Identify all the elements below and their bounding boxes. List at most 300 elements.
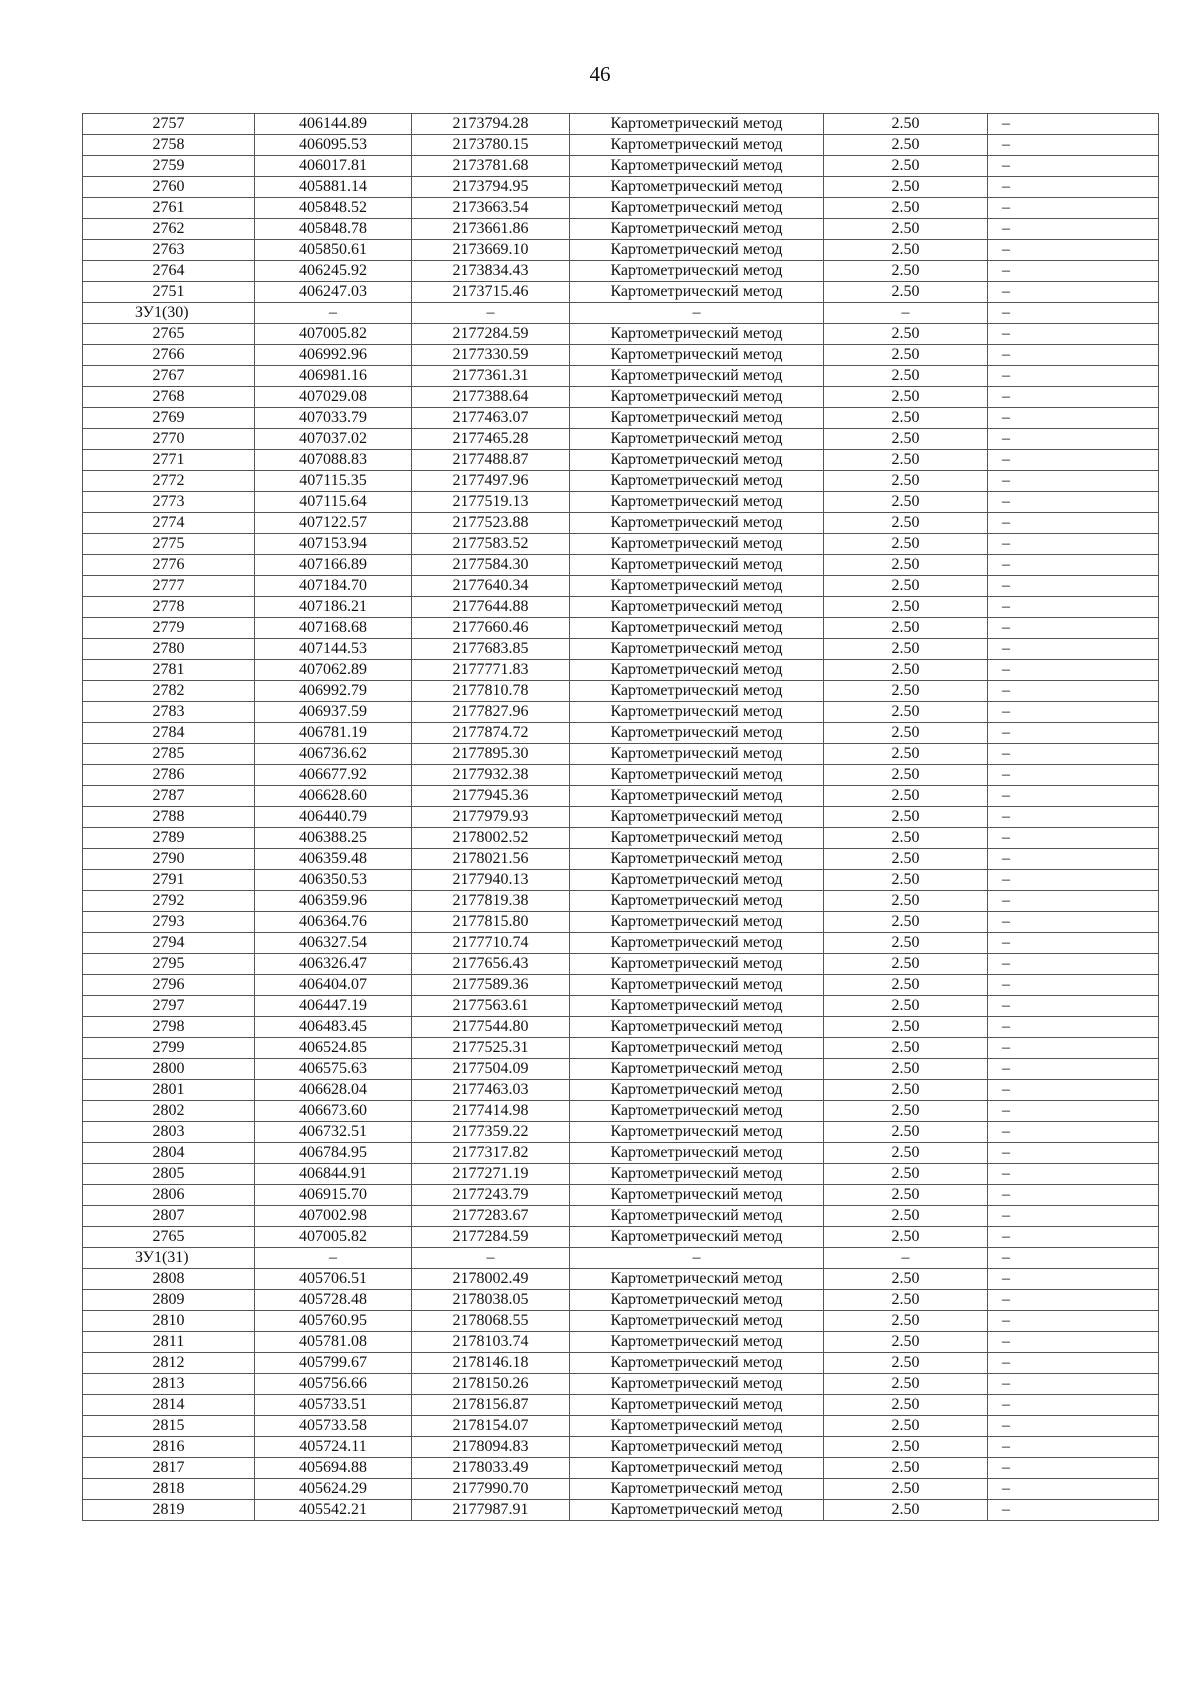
x-coordinate-cell: 407037.02 [255, 429, 412, 450]
description-cell: – [988, 1101, 1159, 1122]
point-number-cell: 2780 [83, 639, 255, 660]
point-number-cell: 2803 [83, 1122, 255, 1143]
x-coordinate-cell: 407005.82 [255, 324, 412, 345]
accuracy-cell: – [824, 1248, 988, 1269]
method-cell: Картометрический метод [570, 1353, 824, 1374]
description-cell: – [988, 1353, 1159, 1374]
description-cell: – [988, 744, 1159, 765]
x-coordinate-cell: 407153.94 [255, 534, 412, 555]
accuracy-cell: 2.50 [824, 660, 988, 681]
accuracy-cell: 2.50 [824, 534, 988, 555]
description-cell: – [988, 1227, 1159, 1248]
table-row [83, 849, 1159, 870]
point-number-cell: 2764 [83, 261, 255, 282]
accuracy-cell: 2.50 [824, 135, 988, 156]
table-row [83, 1080, 1159, 1101]
point-number-cell: 2766 [83, 345, 255, 366]
y-coordinate-cell: 2178038.05 [412, 1290, 570, 1311]
description-cell: – [988, 1458, 1159, 1479]
point-number-cell: 2814 [83, 1395, 255, 1416]
table-row [83, 135, 1159, 156]
description-cell: – [988, 219, 1159, 240]
accuracy-cell: 2.50 [824, 114, 988, 135]
x-coordinate-cell: 406937.59 [255, 702, 412, 723]
accuracy-cell: 2.50 [824, 681, 988, 702]
x-coordinate-cell: 407144.53 [255, 639, 412, 660]
y-coordinate-cell: 2177771.83 [412, 660, 570, 681]
point-number-cell: 2813 [83, 1374, 255, 1395]
description-cell: – [988, 261, 1159, 282]
description-cell: – [988, 660, 1159, 681]
table-row [83, 996, 1159, 1017]
table-row [83, 450, 1159, 471]
method-cell: Картометрический метод [570, 198, 824, 219]
table-row [83, 660, 1159, 681]
description-cell: – [988, 1143, 1159, 1164]
x-coordinate-cell: 405724.11 [255, 1437, 412, 1458]
accuracy-cell: 2.50 [824, 1206, 988, 1227]
description-cell: – [988, 1269, 1159, 1290]
x-coordinate-cell: 406245.92 [255, 261, 412, 282]
accuracy-cell: 2.50 [824, 366, 988, 387]
x-coordinate-cell: 407184.70 [255, 576, 412, 597]
table-row [83, 513, 1159, 534]
table-row [83, 912, 1159, 933]
x-coordinate-cell: 406784.95 [255, 1143, 412, 1164]
point-number-cell: 2802 [83, 1101, 255, 1122]
accuracy-cell: – [824, 303, 988, 324]
description-cell: – [988, 1500, 1159, 1521]
point-number-cell: 2811 [83, 1332, 255, 1353]
description-cell: – [988, 1122, 1159, 1143]
x-coordinate-cell: 406732.51 [255, 1122, 412, 1143]
table-row [83, 324, 1159, 345]
method-cell: Картометрический метод [570, 1269, 824, 1290]
method-cell: Картометрический метод [570, 807, 824, 828]
point-number-cell: 2765 [83, 1227, 255, 1248]
table-row [83, 597, 1159, 618]
table-row [83, 1101, 1159, 1122]
y-coordinate-cell: 2173661.86 [412, 219, 570, 240]
description-cell: – [988, 786, 1159, 807]
x-coordinate-cell: 406992.79 [255, 681, 412, 702]
point-number-cell: 2779 [83, 618, 255, 639]
accuracy-cell: 2.50 [824, 1374, 988, 1395]
table-row [83, 744, 1159, 765]
accuracy-cell: 2.50 [824, 177, 988, 198]
point-number-cell: 2767 [83, 366, 255, 387]
y-coordinate-cell: 2177283.67 [412, 1206, 570, 1227]
method-cell: Картометрический метод [570, 1227, 824, 1248]
method-cell: Картометрический метод [570, 1374, 824, 1395]
x-coordinate-cell: 405733.51 [255, 1395, 412, 1416]
description-cell: – [988, 429, 1159, 450]
point-number-cell: 2786 [83, 765, 255, 786]
method-cell: Картометрический метод [570, 261, 824, 282]
table-row [83, 198, 1159, 219]
accuracy-cell: 2.50 [824, 1437, 988, 1458]
x-coordinate-cell: 405694.88 [255, 1458, 412, 1479]
description-cell: – [988, 891, 1159, 912]
y-coordinate-cell: 2178146.18 [412, 1353, 570, 1374]
x-coordinate-cell: 407186.21 [255, 597, 412, 618]
table-row [83, 492, 1159, 513]
point-number-cell: 2761 [83, 198, 255, 219]
table-row [83, 828, 1159, 849]
point-number-cell: 2801 [83, 1080, 255, 1101]
y-coordinate-cell: 2177271.19 [412, 1164, 570, 1185]
x-coordinate-cell: 407115.64 [255, 492, 412, 513]
point-number-cell: 2794 [83, 933, 255, 954]
point-number-cell: 2774 [83, 513, 255, 534]
method-cell: Картометрический метод [570, 618, 824, 639]
description-cell: – [988, 807, 1159, 828]
method-cell: Картометрический метод [570, 975, 824, 996]
x-coordinate-cell: 406736.62 [255, 744, 412, 765]
description-cell: – [988, 1059, 1159, 1080]
point-number-cell: 2777 [83, 576, 255, 597]
description-cell: – [988, 1332, 1159, 1353]
accuracy-cell: 2.50 [824, 1458, 988, 1479]
description-cell: – [988, 723, 1159, 744]
method-cell: Картометрический метод [570, 240, 824, 261]
accuracy-cell: 2.50 [824, 555, 988, 576]
y-coordinate-cell: 2177827.96 [412, 702, 570, 723]
table-row [83, 471, 1159, 492]
description-cell: – [988, 1290, 1159, 1311]
y-coordinate-cell: 2177584.30 [412, 555, 570, 576]
y-coordinate-cell: 2177414.98 [412, 1101, 570, 1122]
y-coordinate-cell: 2177497.96 [412, 471, 570, 492]
accuracy-cell: 2.50 [824, 639, 988, 660]
point-number-cell: 2792 [83, 891, 255, 912]
y-coordinate-cell: 2177361.31 [412, 366, 570, 387]
parcel-group-row [83, 303, 1159, 324]
method-cell: Картометрический метод [570, 114, 824, 135]
description-cell: – [988, 450, 1159, 471]
table-row [83, 387, 1159, 408]
table-row [83, 1122, 1159, 1143]
description-cell: – [988, 618, 1159, 639]
x-coordinate-cell: 405706.51 [255, 1269, 412, 1290]
point-number-cell: 2793 [83, 912, 255, 933]
point-number-cell: 2819 [83, 1500, 255, 1521]
y-coordinate-cell: 2177544.80 [412, 1017, 570, 1038]
method-cell: Картометрический метод [570, 1206, 824, 1227]
accuracy-cell: 2.50 [824, 996, 988, 1017]
y-coordinate-cell: 2177683.85 [412, 639, 570, 660]
accuracy-cell: 2.50 [824, 1227, 988, 1248]
method-cell: – [570, 1248, 824, 1269]
table-row [83, 1185, 1159, 1206]
x-coordinate-cell: 405781.08 [255, 1332, 412, 1353]
accuracy-cell: 2.50 [824, 156, 988, 177]
method-cell: Картометрический метод [570, 660, 824, 681]
x-coordinate-cell: 405756.66 [255, 1374, 412, 1395]
y-coordinate-cell: 2173781.68 [412, 156, 570, 177]
accuracy-cell: 2.50 [824, 450, 988, 471]
x-coordinate-cell: 406364.76 [255, 912, 412, 933]
x-coordinate-cell: 406359.48 [255, 849, 412, 870]
table-row [83, 576, 1159, 597]
method-cell: Картометрический метод [570, 1017, 824, 1038]
accuracy-cell: 2.50 [824, 387, 988, 408]
method-cell: Картометрический метод [570, 1101, 824, 1122]
x-coordinate-cell: 407166.89 [255, 555, 412, 576]
method-cell: Картометрический метод [570, 1395, 824, 1416]
accuracy-cell: 2.50 [824, 597, 988, 618]
x-coordinate-cell: 405848.52 [255, 198, 412, 219]
table-row [83, 1332, 1159, 1353]
x-coordinate-cell: 405850.61 [255, 240, 412, 261]
x-coordinate-cell: 406677.92 [255, 765, 412, 786]
table-row [83, 282, 1159, 303]
y-coordinate-cell: 2177330.59 [412, 345, 570, 366]
method-cell: Картометрический метод [570, 471, 824, 492]
table-row [83, 1017, 1159, 1038]
accuracy-cell: 2.50 [824, 744, 988, 765]
x-coordinate-cell: 406981.16 [255, 366, 412, 387]
y-coordinate-cell: – [412, 1248, 570, 1269]
x-coordinate-cell: 406404.07 [255, 975, 412, 996]
x-coordinate-cell: 406388.25 [255, 828, 412, 849]
y-coordinate-cell: 2177990.70 [412, 1479, 570, 1500]
accuracy-cell: 2.50 [824, 429, 988, 450]
accuracy-cell: 2.50 [824, 1122, 988, 1143]
y-coordinate-cell: 2177463.03 [412, 1080, 570, 1101]
method-cell: Картометрический метод [570, 1080, 824, 1101]
accuracy-cell: 2.50 [824, 786, 988, 807]
table-row [83, 1059, 1159, 1080]
point-number-cell: 2772 [83, 471, 255, 492]
method-cell: Картометрический метод [570, 366, 824, 387]
description-cell: – [988, 1416, 1159, 1437]
point-number-cell: 2763 [83, 240, 255, 261]
x-coordinate-cell: 405733.58 [255, 1416, 412, 1437]
x-coordinate-cell: 406628.60 [255, 786, 412, 807]
description-cell: – [988, 975, 1159, 996]
description-cell: – [988, 387, 1159, 408]
method-cell: Картометрический метод [570, 996, 824, 1017]
accuracy-cell: 2.50 [824, 828, 988, 849]
description-cell: – [988, 303, 1159, 324]
table-row [83, 723, 1159, 744]
table-row [83, 702, 1159, 723]
method-cell: Картометрический метод [570, 177, 824, 198]
y-coordinate-cell: 2173834.43 [412, 261, 570, 282]
x-coordinate-cell: 405728.48 [255, 1290, 412, 1311]
y-coordinate-cell: 2178002.52 [412, 828, 570, 849]
point-number-cell: 2798 [83, 1017, 255, 1038]
accuracy-cell: 2.50 [824, 1080, 988, 1101]
y-coordinate-cell: 2178156.87 [412, 1395, 570, 1416]
method-cell: Картометрический метод [570, 870, 824, 891]
x-coordinate-cell: 407115.35 [255, 471, 412, 492]
point-number-cell: 2806 [83, 1185, 255, 1206]
method-cell: Картометрический метод [570, 156, 824, 177]
y-coordinate-cell: 2177388.64 [412, 387, 570, 408]
x-coordinate-cell: – [255, 303, 412, 324]
method-cell: Картометрический метод [570, 702, 824, 723]
method-cell: Картометрический метод [570, 1290, 824, 1311]
y-coordinate-cell: 2177525.31 [412, 1038, 570, 1059]
y-coordinate-cell: 2177583.52 [412, 534, 570, 555]
x-coordinate-cell: 405848.78 [255, 219, 412, 240]
method-cell: Картометрический метод [570, 1059, 824, 1080]
accuracy-cell: 2.50 [824, 1038, 988, 1059]
point-number-cell: 2816 [83, 1437, 255, 1458]
description-cell: – [988, 828, 1159, 849]
table-row [83, 219, 1159, 240]
method-cell: Картометрический метод [570, 723, 824, 744]
method-cell: Картометрический метод [570, 408, 824, 429]
accuracy-cell: 2.50 [824, 1017, 988, 1038]
x-coordinate-cell: 405760.95 [255, 1311, 412, 1332]
table-row [83, 618, 1159, 639]
accuracy-cell: 2.50 [824, 1290, 988, 1311]
point-number-cell: 2787 [83, 786, 255, 807]
accuracy-cell: 2.50 [824, 1500, 988, 1521]
table-row [83, 1437, 1159, 1458]
description-cell: – [988, 954, 1159, 975]
y-coordinate-cell: 2177945.36 [412, 786, 570, 807]
description-cell: – [988, 282, 1159, 303]
method-cell: Картометрический метод [570, 450, 824, 471]
description-cell: – [988, 1185, 1159, 1206]
table-row [83, 639, 1159, 660]
point-number-cell: 2810 [83, 1311, 255, 1332]
point-number-cell: 2788 [83, 807, 255, 828]
table-row [83, 534, 1159, 555]
method-cell: Картометрический метод [570, 765, 824, 786]
accuracy-cell: 2.50 [824, 240, 988, 261]
x-coordinate-cell: 406524.85 [255, 1038, 412, 1059]
description-cell: – [988, 849, 1159, 870]
description-cell: – [988, 912, 1159, 933]
point-number-cell: ЗУ1(30) [83, 303, 255, 324]
accuracy-cell: 2.50 [824, 408, 988, 429]
point-number-cell: 2807 [83, 1206, 255, 1227]
accuracy-cell: 2.50 [824, 1332, 988, 1353]
x-coordinate-cell: 406144.89 [255, 114, 412, 135]
accuracy-cell: 2.50 [824, 219, 988, 240]
x-coordinate-cell: 405881.14 [255, 177, 412, 198]
y-coordinate-cell: 2177979.93 [412, 807, 570, 828]
x-coordinate-cell: 407168.68 [255, 618, 412, 639]
y-coordinate-cell: 2177815.80 [412, 912, 570, 933]
accuracy-cell: 2.50 [824, 282, 988, 303]
method-cell: Картометрический метод [570, 597, 824, 618]
accuracy-cell: 2.50 [824, 1311, 988, 1332]
method-cell: Картометрический метод [570, 639, 824, 660]
y-coordinate-cell: 2177504.09 [412, 1059, 570, 1080]
table-row [83, 681, 1159, 702]
y-coordinate-cell: 2177710.74 [412, 933, 570, 954]
y-coordinate-cell: 2178154.07 [412, 1416, 570, 1437]
description-cell: – [988, 492, 1159, 513]
accuracy-cell: 2.50 [824, 261, 988, 282]
description-cell: – [988, 345, 1159, 366]
coordinates-table [82, 113, 1159, 1521]
description-cell: – [988, 1080, 1159, 1101]
accuracy-cell: 2.50 [824, 198, 988, 219]
table-row [83, 954, 1159, 975]
description-cell: – [988, 870, 1159, 891]
method-cell: Картометрический метод [570, 324, 824, 345]
description-cell: – [988, 408, 1159, 429]
y-coordinate-cell: 2177810.78 [412, 681, 570, 702]
x-coordinate-cell: 407002.98 [255, 1206, 412, 1227]
method-cell: Картометрический метод [570, 828, 824, 849]
x-coordinate-cell: 406095.53 [255, 135, 412, 156]
x-coordinate-cell: 406673.60 [255, 1101, 412, 1122]
point-number-cell: 2778 [83, 597, 255, 618]
table-row [83, 1311, 1159, 1332]
point-number-cell: 2773 [83, 492, 255, 513]
x-coordinate-cell: 406017.81 [255, 156, 412, 177]
method-cell: Картометрический метод [570, 282, 824, 303]
y-coordinate-cell: 2177644.88 [412, 597, 570, 618]
point-number-cell: 2781 [83, 660, 255, 681]
x-coordinate-cell: 406915.70 [255, 1185, 412, 1206]
point-number-cell: 2783 [83, 702, 255, 723]
description-cell: – [988, 1437, 1159, 1458]
table-row [83, 261, 1159, 282]
y-coordinate-cell: 2178021.56 [412, 849, 570, 870]
method-cell: Картометрический метод [570, 1437, 824, 1458]
y-coordinate-cell: 2177640.34 [412, 576, 570, 597]
y-coordinate-cell: 2177660.46 [412, 618, 570, 639]
y-coordinate-cell: 2177940.13 [412, 870, 570, 891]
y-coordinate-cell: 2177874.72 [412, 723, 570, 744]
point-number-cell: 2784 [83, 723, 255, 744]
table-row [83, 975, 1159, 996]
table-row [83, 765, 1159, 786]
description-cell: – [988, 156, 1159, 177]
table-row [83, 1395, 1159, 1416]
x-coordinate-cell: 405799.67 [255, 1353, 412, 1374]
description-cell: – [988, 933, 1159, 954]
y-coordinate-cell: 2177488.87 [412, 450, 570, 471]
table-row [83, 870, 1159, 891]
table-row [83, 807, 1159, 828]
point-number-cell: 2776 [83, 555, 255, 576]
accuracy-cell: 2.50 [824, 1101, 988, 1122]
method-cell: Картометрический метод [570, 1143, 824, 1164]
method-cell: Картометрический метод [570, 534, 824, 555]
description-cell: – [988, 555, 1159, 576]
table-row [83, 1458, 1159, 1479]
point-number-cell: 2771 [83, 450, 255, 471]
accuracy-cell: 2.50 [824, 702, 988, 723]
point-number-cell: 2785 [83, 744, 255, 765]
table-row [83, 156, 1159, 177]
description-cell: – [988, 576, 1159, 597]
x-coordinate-cell: 407062.89 [255, 660, 412, 681]
table-row [83, 114, 1159, 135]
table-row [83, 1206, 1159, 1227]
description-cell: – [988, 177, 1159, 198]
point-number-cell: 2758 [83, 135, 255, 156]
x-coordinate-cell: 406781.19 [255, 723, 412, 744]
method-cell: Картометрический метод [570, 849, 824, 870]
accuracy-cell: 2.50 [824, 513, 988, 534]
table-row [83, 408, 1159, 429]
y-coordinate-cell: 2178002.49 [412, 1269, 570, 1290]
point-number-cell: 2796 [83, 975, 255, 996]
y-coordinate-cell: 2177563.61 [412, 996, 570, 1017]
method-cell: Картометрический метод [570, 912, 824, 933]
